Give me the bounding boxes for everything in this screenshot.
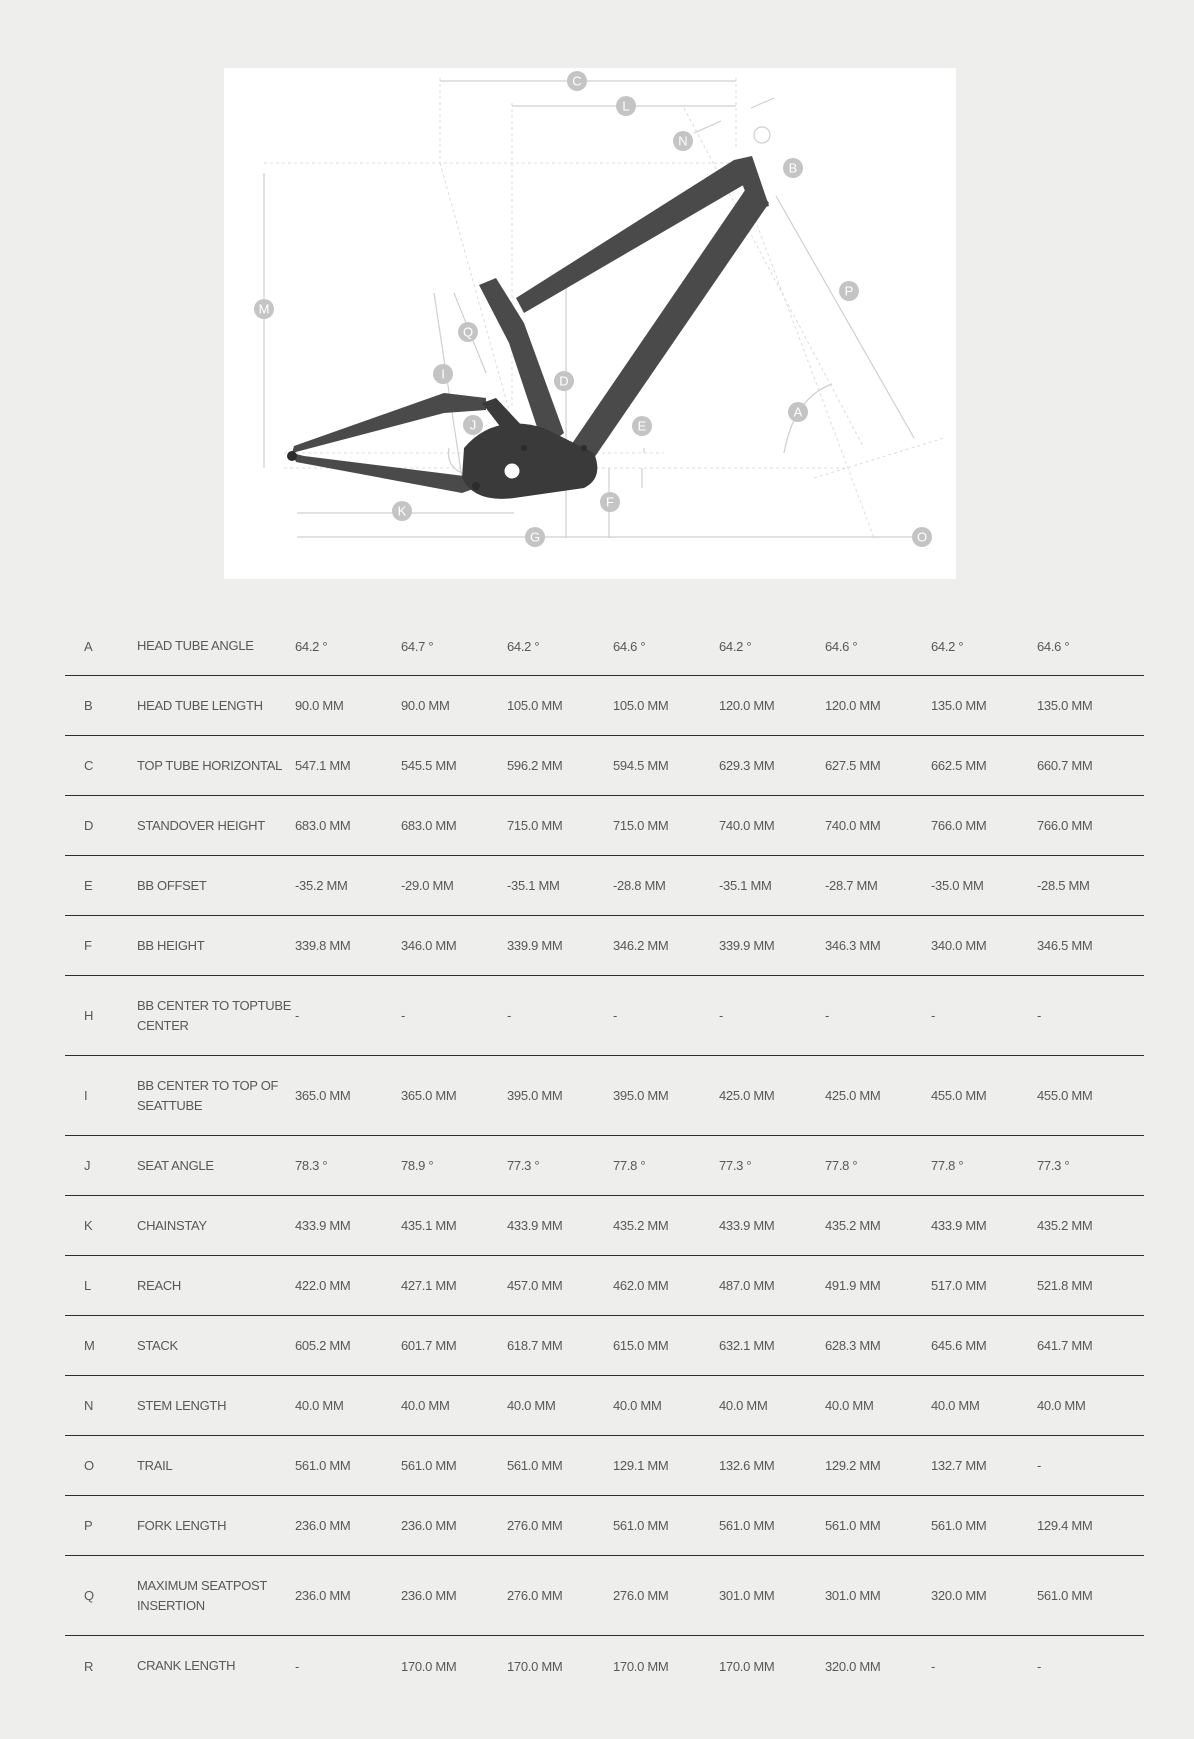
row-value-size-5: 487.0 MM bbox=[719, 1278, 775, 1293]
row-value-size-5: 170.0 MM bbox=[719, 1658, 775, 1674]
row-value-size-5: 425.0 MM bbox=[719, 1088, 775, 1103]
row-value-size-2: 78.9 ° bbox=[401, 1158, 434, 1173]
row-measurement-name: BB HEIGHT bbox=[137, 937, 205, 953]
row-value-size-1: - bbox=[295, 1008, 300, 1023]
label-j bbox=[463, 415, 483, 435]
row-value-size-4: 462.0 MM bbox=[613, 1278, 669, 1293]
row-value-size-5: -35.1 MM bbox=[719, 878, 772, 893]
row-value-size-8: 435.2 MM bbox=[1037, 1218, 1093, 1233]
svg-text:F: F bbox=[606, 494, 614, 510]
row-value-size-8: - bbox=[1037, 1658, 1042, 1674]
row-value-size-8: - bbox=[1037, 1458, 1042, 1473]
row-letter: R bbox=[84, 1658, 94, 1674]
row-value-size-8: 660.7 MM bbox=[1037, 758, 1093, 773]
row-value-size-7: 132.7 MM bbox=[931, 1458, 987, 1473]
svg-text:D: D bbox=[559, 373, 569, 389]
row-value-size-2: 64.7 ° bbox=[401, 638, 434, 654]
label-o bbox=[912, 527, 932, 547]
row-value-size-6: 301.0 MM bbox=[825, 1588, 881, 1603]
row-value-size-1: 78.3 ° bbox=[295, 1158, 328, 1173]
row-value-size-6: 320.0 MM bbox=[825, 1658, 881, 1674]
row-value-size-8: 64.6 ° bbox=[1037, 638, 1070, 654]
row-value-size-1: -35.2 MM bbox=[295, 878, 348, 893]
row-value-size-2: - bbox=[401, 1008, 406, 1023]
row-value-size-5: 301.0 MM bbox=[719, 1588, 775, 1603]
row-value-size-6: 120.0 MM bbox=[825, 698, 881, 713]
label-c bbox=[567, 71, 587, 91]
row-value-size-3: 715.0 MM bbox=[507, 818, 563, 833]
row-value-size-1: 365.0 MM bbox=[295, 1088, 351, 1103]
row-value-size-7: 517.0 MM bbox=[931, 1278, 987, 1293]
row-value-size-2: -29.0 MM bbox=[401, 878, 454, 893]
row-value-size-6: 627.5 MM bbox=[825, 758, 881, 773]
frame-geometry-svg bbox=[224, 68, 956, 579]
row-letter: I bbox=[84, 1088, 88, 1103]
table-row bbox=[65, 916, 1144, 976]
row-value-size-5: - bbox=[719, 1008, 724, 1023]
row-value-size-3: - bbox=[507, 1008, 512, 1023]
row-letter: C bbox=[84, 758, 94, 773]
row-value-size-4: 615.0 MM bbox=[613, 1338, 669, 1353]
row-value-size-1: 547.1 MM bbox=[295, 758, 351, 773]
svg-text:B: B bbox=[788, 160, 798, 176]
row-value-size-3: 395.0 MM bbox=[507, 1088, 563, 1103]
label-e bbox=[632, 416, 652, 436]
table-row bbox=[65, 1196, 1144, 1256]
row-value-size-4: 395.0 MM bbox=[613, 1088, 669, 1103]
table-row bbox=[65, 976, 1144, 1056]
row-measurement-name: CHAINSTAY bbox=[137, 1217, 207, 1233]
row-value-size-5: 433.9 MM bbox=[719, 1218, 775, 1233]
row-value-size-7: -35.0 MM bbox=[931, 878, 984, 893]
row-value-size-5: 339.9 MM bbox=[719, 938, 775, 953]
row-value-size-6: 740.0 MM bbox=[825, 818, 881, 833]
row-measurement-name: STANDOVER HEIGHT bbox=[137, 817, 265, 833]
row-value-size-2: 236.0 MM bbox=[401, 1588, 457, 1603]
row-value-size-2: 601.7 MM bbox=[401, 1338, 457, 1353]
row-value-size-8: 641.7 MM bbox=[1037, 1338, 1093, 1353]
row-letter: P bbox=[84, 1518, 93, 1533]
row-value-size-4: 40.0 MM bbox=[613, 1398, 662, 1413]
row-value-size-3: 596.2 MM bbox=[507, 758, 563, 773]
label-n bbox=[673, 131, 693, 151]
row-value-size-7: 455.0 MM bbox=[931, 1088, 987, 1103]
row-value-size-3: 276.0 MM bbox=[507, 1588, 563, 1603]
table-row bbox=[65, 736, 1144, 796]
table-row bbox=[65, 1136, 1144, 1196]
row-value-size-6: 346.3 MM bbox=[825, 938, 881, 953]
bike-frame bbox=[287, 156, 769, 499]
row-value-size-8: 455.0 MM bbox=[1037, 1088, 1093, 1103]
table-row bbox=[65, 1636, 1144, 1696]
svg-text:L: L bbox=[622, 98, 630, 114]
row-value-size-3: 618.7 MM bbox=[507, 1338, 563, 1353]
row-value-size-8: 77.3 ° bbox=[1037, 1158, 1070, 1173]
row-value-size-5: 132.6 MM bbox=[719, 1458, 775, 1473]
row-value-size-4: 129.1 MM bbox=[613, 1458, 669, 1473]
row-value-size-3: 40.0 MM bbox=[507, 1398, 556, 1413]
row-letter: N bbox=[84, 1398, 94, 1413]
row-letter: E bbox=[84, 878, 93, 893]
row-value-size-5: 632.1 MM bbox=[719, 1338, 775, 1353]
svg-text:G: G bbox=[529, 529, 541, 545]
row-measurement-name: SEAT ANGLE bbox=[137, 1157, 214, 1173]
row-value-size-8: 521.8 MM bbox=[1037, 1278, 1093, 1293]
row-value-size-1: 236.0 MM bbox=[295, 1518, 351, 1533]
row-value-size-4: 276.0 MM bbox=[613, 1588, 669, 1603]
label-p bbox=[839, 281, 859, 301]
row-value-size-8: 346.5 MM bbox=[1037, 938, 1093, 953]
row-value-size-7: - bbox=[931, 1008, 936, 1023]
row-value-size-2: 427.1 MM bbox=[401, 1278, 457, 1293]
row-value-size-8: - bbox=[1037, 1008, 1042, 1023]
row-letter: K bbox=[84, 1218, 93, 1233]
row-value-size-4: 715.0 MM bbox=[613, 818, 669, 833]
row-value-size-6: 628.3 MM bbox=[825, 1338, 881, 1353]
row-value-size-4: 346.2 MM bbox=[613, 938, 669, 953]
row-measurement-name: HEAD TUBE ANGLE bbox=[137, 638, 254, 653]
row-value-size-6: -28.7 MM bbox=[825, 878, 878, 893]
table-row bbox=[65, 1056, 1144, 1136]
row-letter: Q bbox=[84, 1588, 94, 1603]
row-letter: F bbox=[84, 938, 92, 953]
row-value-size-7: 433.9 MM bbox=[931, 1218, 987, 1233]
table-row bbox=[65, 1316, 1144, 1376]
row-value-size-8: -28.5 MM bbox=[1037, 878, 1090, 893]
row-letter: J bbox=[84, 1158, 91, 1173]
row-value-size-1: 683.0 MM bbox=[295, 818, 351, 833]
label-q bbox=[458, 322, 478, 342]
row-value-size-5: 629.3 MM bbox=[719, 758, 775, 773]
row-value-size-6: 425.0 MM bbox=[825, 1088, 881, 1103]
row-measurement-name: BB OFFSET bbox=[137, 877, 207, 893]
row-value-size-1: 422.0 MM bbox=[295, 1278, 351, 1293]
svg-text:P: P bbox=[844, 283, 854, 299]
label-g bbox=[525, 527, 545, 547]
row-measurement-name: TRAIL bbox=[137, 1457, 173, 1473]
row-value-size-1: 236.0 MM bbox=[295, 1588, 351, 1603]
row-value-size-5: 561.0 MM bbox=[719, 1518, 775, 1533]
row-value-size-3: 339.9 MM bbox=[507, 938, 563, 953]
row-value-size-5: 740.0 MM bbox=[719, 818, 775, 833]
row-measurement-name: STEM LENGTH bbox=[137, 1397, 227, 1413]
row-value-size-4: -28.8 MM bbox=[613, 878, 666, 893]
label-a bbox=[788, 402, 808, 422]
row-value-size-3: 170.0 MM bbox=[507, 1658, 563, 1674]
row-value-size-1: 64.2 ° bbox=[295, 638, 328, 654]
row-measurement-name: STACK bbox=[137, 1337, 178, 1353]
label-l bbox=[616, 96, 636, 116]
row-letter: M bbox=[84, 1338, 95, 1353]
svg-text:Q: Q bbox=[462, 324, 474, 340]
row-value-size-2: 545.5 MM bbox=[401, 758, 457, 773]
table-row bbox=[65, 1256, 1144, 1316]
svg-text:A: A bbox=[793, 404, 803, 420]
row-value-size-7: 64.2 ° bbox=[931, 638, 964, 654]
row-value-size-3: 433.9 MM bbox=[507, 1218, 563, 1233]
row-value-size-8: 135.0 MM bbox=[1037, 698, 1093, 713]
row-measurement-name: BB CENTER TO TOPTUBE CENTER bbox=[137, 997, 292, 1033]
row-value-size-4: 170.0 MM bbox=[613, 1658, 669, 1674]
row-measurement-name: MAXIMUM SEATPOST INSERTION bbox=[137, 1577, 267, 1613]
geometry-diagram bbox=[224, 68, 956, 579]
row-value-size-1: 40.0 MM bbox=[295, 1398, 344, 1413]
row-value-size-1: 561.0 MM bbox=[295, 1458, 351, 1473]
row-value-size-8: 129.4 MM bbox=[1037, 1518, 1093, 1533]
row-value-size-7: 766.0 MM bbox=[931, 818, 987, 833]
geometry-table bbox=[65, 617, 1144, 1696]
svg-text:E: E bbox=[637, 418, 647, 434]
row-value-size-4: 594.5 MM bbox=[613, 758, 669, 773]
row-value-size-2: 561.0 MM bbox=[401, 1458, 457, 1473]
table-row bbox=[65, 1496, 1144, 1556]
svg-text:K: K bbox=[397, 503, 407, 519]
row-value-size-3: 77.3 ° bbox=[507, 1158, 540, 1173]
row-value-size-2: 170.0 MM bbox=[401, 1658, 457, 1674]
table-row bbox=[65, 676, 1144, 736]
row-value-size-7: 40.0 MM bbox=[931, 1398, 980, 1413]
row-value-size-2: 435.1 MM bbox=[401, 1218, 457, 1233]
svg-text:N: N bbox=[678, 133, 688, 149]
row-value-size-6: 435.2 MM bbox=[825, 1218, 881, 1233]
row-value-size-7: 340.0 MM bbox=[931, 938, 987, 953]
row-value-size-6: 64.6 ° bbox=[825, 638, 858, 654]
label-f bbox=[600, 492, 620, 512]
svg-text:C: C bbox=[572, 73, 582, 89]
row-value-size-7: - bbox=[931, 1658, 936, 1674]
table-row bbox=[65, 617, 1144, 676]
row-value-size-5: 77.3 ° bbox=[719, 1158, 752, 1173]
row-value-size-2: 365.0 MM bbox=[401, 1088, 457, 1103]
row-value-size-8: 766.0 MM bbox=[1037, 818, 1093, 833]
label-i bbox=[433, 364, 453, 384]
row-value-size-6: 561.0 MM bbox=[825, 1518, 881, 1533]
row-value-size-6: 491.9 MM bbox=[825, 1278, 881, 1293]
row-value-size-5: 120.0 MM bbox=[719, 698, 775, 713]
row-letter: D bbox=[84, 818, 94, 833]
row-value-size-3: 276.0 MM bbox=[507, 1518, 563, 1533]
table-row bbox=[65, 856, 1144, 916]
row-value-size-1: - bbox=[295, 1658, 300, 1674]
row-value-size-7: 77.8 ° bbox=[931, 1158, 964, 1173]
row-value-size-2: 683.0 MM bbox=[401, 818, 457, 833]
row-letter: B bbox=[84, 698, 93, 713]
row-measurement-name: BB CENTER TO TOP OF SEATTUBE bbox=[137, 1077, 279, 1113]
row-value-size-4: 77.8 ° bbox=[613, 1158, 646, 1173]
row-value-size-1: 433.9 MM bbox=[295, 1218, 351, 1233]
row-letter: L bbox=[84, 1278, 91, 1293]
row-value-size-3: 457.0 MM bbox=[507, 1278, 563, 1293]
row-value-size-5: 40.0 MM bbox=[719, 1398, 768, 1413]
row-measurement-name: CRANK LENGTH bbox=[137, 1658, 236, 1673]
row-value-size-4: - bbox=[613, 1008, 618, 1023]
table-row bbox=[65, 1376, 1144, 1436]
table-row bbox=[65, 796, 1144, 856]
row-value-size-2: 346.0 MM bbox=[401, 938, 457, 953]
row-value-size-2: 236.0 MM bbox=[401, 1518, 457, 1533]
row-letter: O bbox=[84, 1458, 94, 1473]
row-letter: H bbox=[84, 1008, 94, 1023]
row-value-size-3: 561.0 MM bbox=[507, 1458, 563, 1473]
table-row bbox=[65, 1436, 1144, 1496]
row-measurement-name: TOP TUBE HORIZONTAL bbox=[137, 757, 283, 773]
row-value-size-3: 64.2 ° bbox=[507, 638, 540, 654]
row-value-size-7: 645.6 MM bbox=[931, 1338, 987, 1353]
row-value-size-2: 90.0 MM bbox=[401, 698, 450, 713]
label-k bbox=[392, 501, 412, 521]
row-value-size-6: 77.8 ° bbox=[825, 1158, 858, 1173]
svg-text:I: I bbox=[441, 366, 445, 382]
row-value-size-6: - bbox=[825, 1008, 830, 1023]
row-measurement-name: FORK LENGTH bbox=[137, 1517, 227, 1533]
label-b bbox=[783, 158, 803, 178]
row-measurement-name: REACH bbox=[137, 1277, 182, 1293]
row-value-size-7: 662.5 MM bbox=[931, 758, 987, 773]
row-value-size-4: 105.0 MM bbox=[613, 698, 669, 713]
label-m bbox=[254, 299, 274, 319]
row-value-size-8: 561.0 MM bbox=[1037, 1588, 1093, 1603]
row-measurement-name: HEAD TUBE LENGTH bbox=[137, 697, 263, 713]
row-value-size-1: 90.0 MM bbox=[295, 698, 344, 713]
row-value-size-5: 64.2 ° bbox=[719, 638, 752, 654]
row-value-size-7: 561.0 MM bbox=[931, 1518, 987, 1533]
label-d bbox=[554, 371, 574, 391]
row-value-size-7: 135.0 MM bbox=[931, 698, 987, 713]
row-value-size-3: 105.0 MM bbox=[507, 698, 563, 713]
svg-text:M: M bbox=[258, 301, 270, 317]
row-value-size-3: -35.1 MM bbox=[507, 878, 560, 893]
row-value-size-2: 40.0 MM bbox=[401, 1398, 450, 1413]
svg-text:O: O bbox=[916, 529, 928, 545]
table-row bbox=[65, 1556, 1144, 1636]
row-value-size-4: 435.2 MM bbox=[613, 1218, 669, 1233]
row-letter: A bbox=[84, 638, 93, 654]
row-value-size-1: 339.8 MM bbox=[295, 938, 351, 953]
row-value-size-4: 561.0 MM bbox=[613, 1518, 669, 1533]
svg-text:J: J bbox=[469, 417, 477, 433]
row-value-size-7: 320.0 MM bbox=[931, 1588, 987, 1603]
row-value-size-6: 129.2 MM bbox=[825, 1458, 881, 1473]
row-value-size-1: 605.2 MM bbox=[295, 1338, 351, 1353]
row-value-size-6: 40.0 MM bbox=[825, 1398, 874, 1413]
row-value-size-4: 64.6 ° bbox=[613, 638, 646, 654]
row-value-size-8: 40.0 MM bbox=[1037, 1398, 1086, 1413]
